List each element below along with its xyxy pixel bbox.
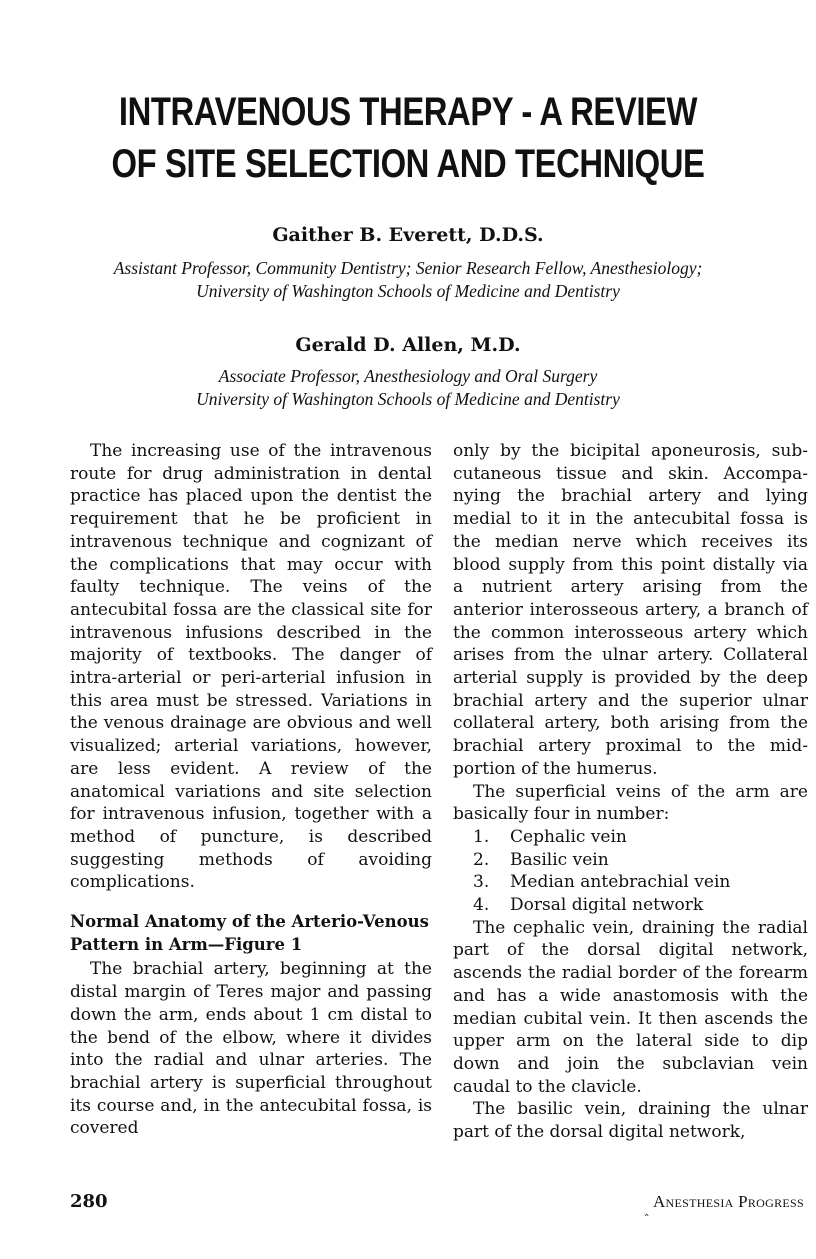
tick-mark: ‸ — [644, 1202, 649, 1216]
brachial-artery-paragraph: The brachial artery, beginning at the distal margin of Teres major and passing down the arm, ends about 1 cm distal to the bend of the elbow, where it divides into the radial and ulnar arteries. The brachial artery is superficial throughout its course and, in the antecubital fossa, is covered — [70, 959, 432, 1139]
list-item: 3. Median antebrachial vein — [473, 872, 731, 893]
page-number: 280 — [70, 1191, 108, 1212]
right-column — [453, 440, 808, 1144]
title-line-1: INTRAVENOUS THERAPY - A REVIEW — [118, 90, 698, 134]
author-2-name: Gerald D. Allen, M.D. — [295, 334, 521, 356]
author-2-affiliation — [0, 365, 816, 411]
superficial-veins-paragraph: The superficial veins of the arm are basically four in number: — [453, 781, 808, 825]
section-heading: Normal Anatomy of the Arterio-Venous Pattern in Arm—Figure 1 — [70, 912, 429, 954]
list-item: 2. Basilic vein — [473, 849, 609, 870]
intro-paragraph: The increasing use of the intravenous route for drug administration in dental practice has placed upon the dentist the requirement that he be proficient in intravenous technique and cognizant of the complications that may occur with faulty technique. The veins of the antecubital fossa are the classical site for intravenous infusions described in the majority of textbooks. The danger of intra-arterial or peri-arterial infusion in this area must be stressed. Variations in the venous drainage are obvious and well visualized; arterial variations, however, are less evident. A review of the anatomical variations and site selection for intravenous infusion, together with a method of puncture, is described suggesting methods of avoiding complications. — [70, 441, 432, 893]
list-item: 4. Dorsal digital network — [473, 895, 704, 916]
author-2-affiliation-line-1: Associate Professor, Anesthesiology and Oral Surgery — [218, 366, 598, 386]
vein-list — [453, 826, 808, 917]
continued-paragraph: only by the bicipital aponeurosis, subcutaneous tissue and skin. Accompanying the brachial artery and lying medial to it in the antecubital fossa is the median nerve which receives its blood supply from this point distally via a nutrient artery arising from the anterior interosseous artery, a branch of the common interosseous artery which arises from the ulnar artery. Collateral arterial supply is provided by the deep brachial artery and the superior ulnar collateral artery, both arising from the brachial artery proximal to the mid-portion of the humerus. — [453, 441, 808, 779]
author-2-affiliation-line-2: University of Washington Schools of Medicine and Dentistry — [196, 389, 620, 409]
author-1-affiliation-line-1: Assistant Professor, Community Dentistry; Senior Research Fellow, Anesthesiology; — [113, 258, 703, 278]
basilic-vein-paragraph: The basilic vein, draining the ulnar part of the dorsal digital network, — [453, 1099, 808, 1143]
author-1-affiliation — [0, 257, 816, 303]
article-title — [73, 86, 742, 190]
author-1-name: Gaither B. Everett, D.D.S. — [272, 224, 544, 246]
left-column — [70, 440, 432, 1140]
cephalic-vein-paragraph: The cephalic vein, draining the radial part of the dorsal digital network, ascends the radial border of the forearm and has a wide anastomosis with the median cubital vein. It then ascends the upper arm on the lateral side to dip down and join the subclavian vein caudal to the clavicle. — [453, 917, 808, 1097]
author-1-affiliation-line-2: University of Washington Schools of Medicine and Dentistry — [196, 281, 620, 301]
journal-name: $_‸$ Anesthesia Progress — [644, 1192, 804, 1216]
title-line-2: OF SITE SELECTION AND TECHNIQUE — [111, 142, 705, 186]
list-item: 1. Cephalic vein — [473, 826, 627, 847]
